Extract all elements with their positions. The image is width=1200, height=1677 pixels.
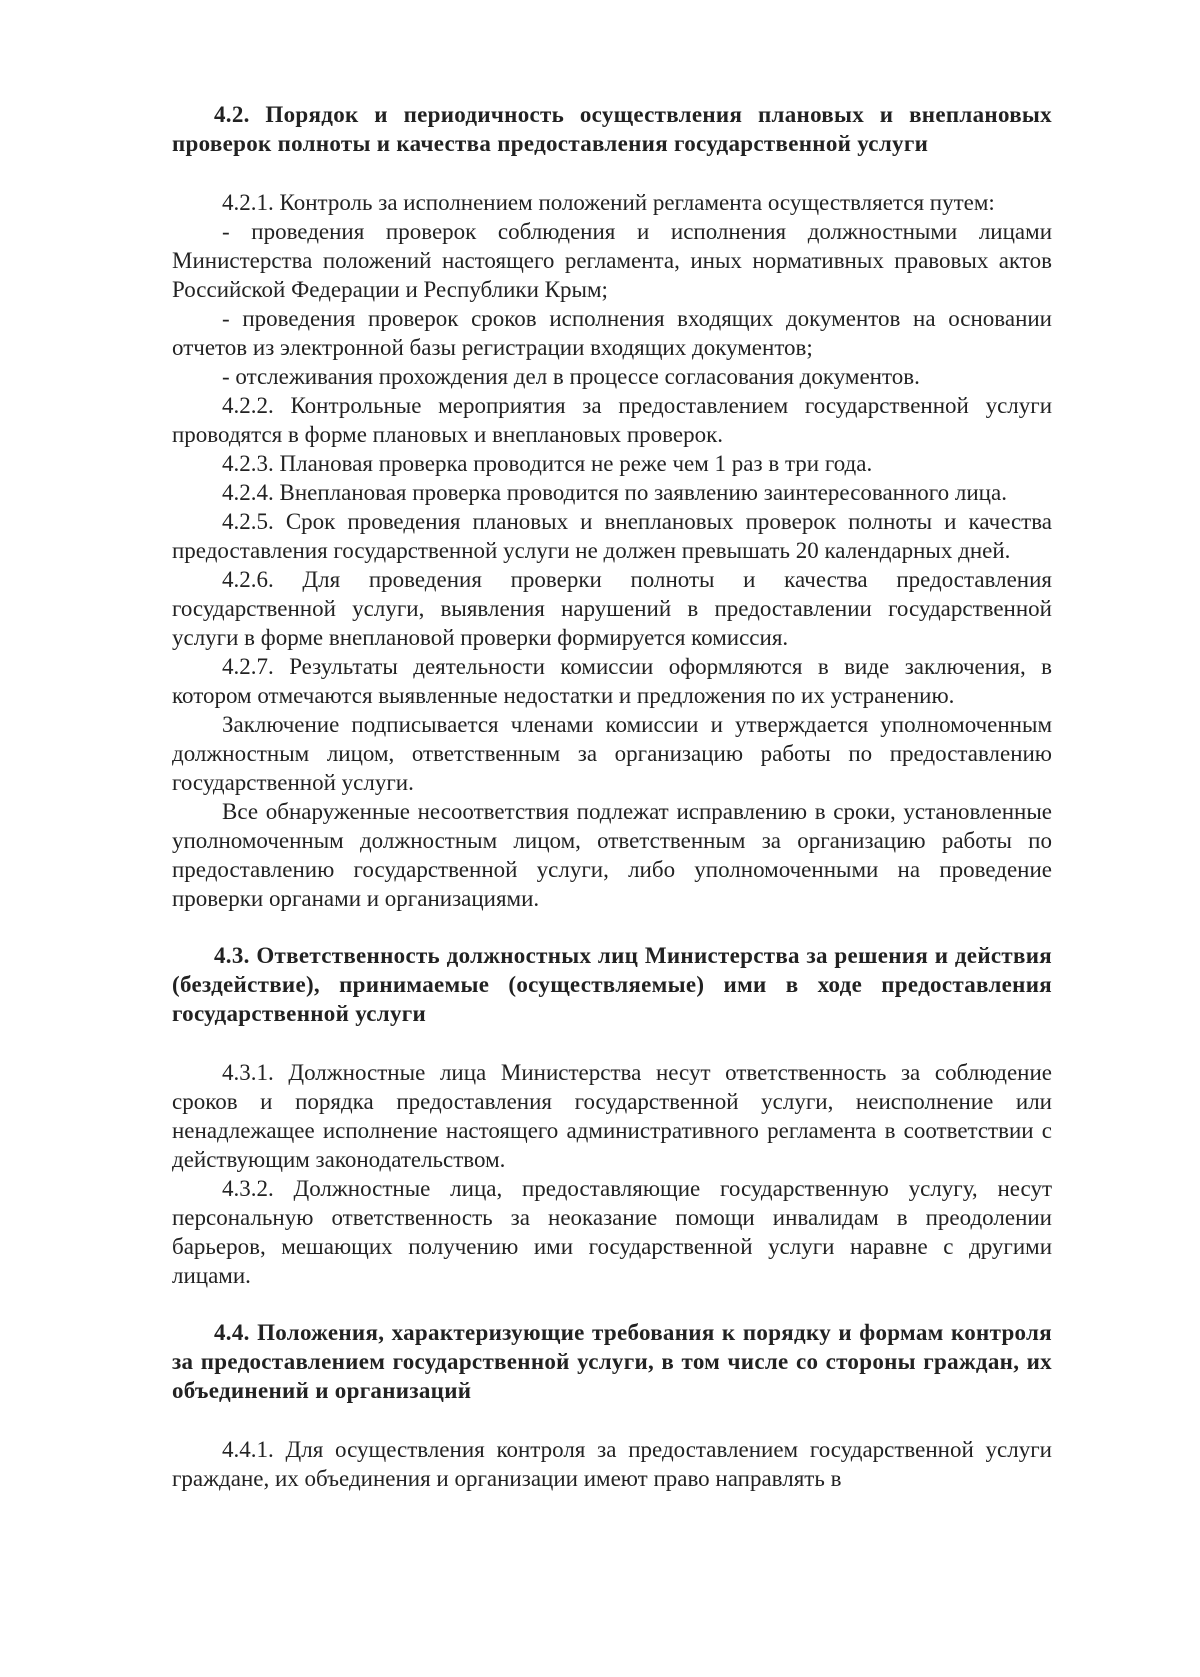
paragraph: - отслеживания прохождения дел в процессе согласования документов. <box>222 364 920 389</box>
paragraph: 4.2.5. Срок проведения плановых и внеплановых проверок полноты и качества предоставления государственной услуги не должен превышать 20 календарных дней. <box>172 509 1052 563</box>
paragraph: 4.2.1. Контроль за исполнением положений регламента осуществляется путем: <box>222 190 995 215</box>
paragraph: 4.2.3. Плановая проверка проводится не реже чем 1 раз в три года. <box>222 451 873 476</box>
section-spacer <box>172 913 1052 941</box>
paragraph: 4.2.6. Для проведения проверки полноты и качества предоставления государственной услуги, выявления нарушений в предоставлении государственной услуги в форме внеплановой проверки формируется комиссия. <box>172 567 1052 650</box>
section-4-3 <box>172 941 1052 1290</box>
paragraph: 4.2.2. Контрольные мероприятия за предоставлением государственной услуги проводятся в форме плановых и внеплановых проверок. <box>172 393 1052 447</box>
section-heading: 4.2. Порядок и периодичность осуществления плановых и внеплановых проверок полноты и качества предоставления государственной услуги <box>172 102 1052 156</box>
paragraph: 4.2.7. Результаты деятельности комиссии оформляются в виде заключения, в котором отмечаются выявленные недостатки и предложения по их устранению. <box>172 654 1052 708</box>
paragraph: 4.3.2. Должностные лица, предоставляющие государственную услугу, несут персональную ответственность за неоказание помощи инвалидам в преодолении барьеров, мешающих получению ими государственной услуги наравне с другими лицами. <box>172 1176 1052 1288</box>
paragraph: 4.4.1. Для осуществления контроля за предоставлением государственной услуги граждане, их объединения и организации имеют право направлять в <box>172 1437 1052 1491</box>
paragraph: - проведения проверок соблюдения и исполнения должностными лицами Министерства положений настоящего регламента, иных нормативных правовых актов Российской Федерации и Республики Крым; <box>172 219 1052 302</box>
section-4-2 <box>172 100 1052 913</box>
paragraph: Все обнаруженные несоответствия подлежат исправлению в сроки, установленные уполномоченным должностным лицом, ответственным за организацию работы по предоставлению государственной услуги, либо уполномоченными на проведение проверки органами и организациями. <box>172 799 1052 911</box>
section-spacer <box>172 1290 1052 1318</box>
document-page <box>172 100 1052 1493</box>
section-heading: 4.4. Положения, характеризующие требования к порядку и формам контроля за предоставлением государственной услуги, в том числе со стороны граждан, их объединений и организаций <box>172 1320 1052 1403</box>
section-4-4 <box>172 1318 1052 1493</box>
paragraph: 4.3.1. Должностные лица Министерства несут ответственность за соблюдение сроков и порядка предоставления государственной услуги, неисполнение или ненадлежащее исполнение настоящего административного регламента в соответствии с действующим законодательством. <box>172 1060 1052 1172</box>
section-heading: 4.3. Ответственность должностных лиц Министерства за решения и действия (бездействие), принимаемые (осуществляемые) ими в ходе предоставления государственной услуги <box>172 943 1052 1026</box>
paragraph: - проведения проверок сроков исполнения входящих документов на основании отчетов из электронной базы регистрации входящих документов; <box>172 306 1052 360</box>
paragraph: Заключение подписывается членами комиссии и утверждается уполномоченным должностным лицом, ответственным за организацию работы по предоставлению государственной услуги. <box>172 712 1052 795</box>
paragraph: 4.2.4. Внеплановая проверка проводится по заявлению заинтересованного лица. <box>222 480 1007 505</box>
